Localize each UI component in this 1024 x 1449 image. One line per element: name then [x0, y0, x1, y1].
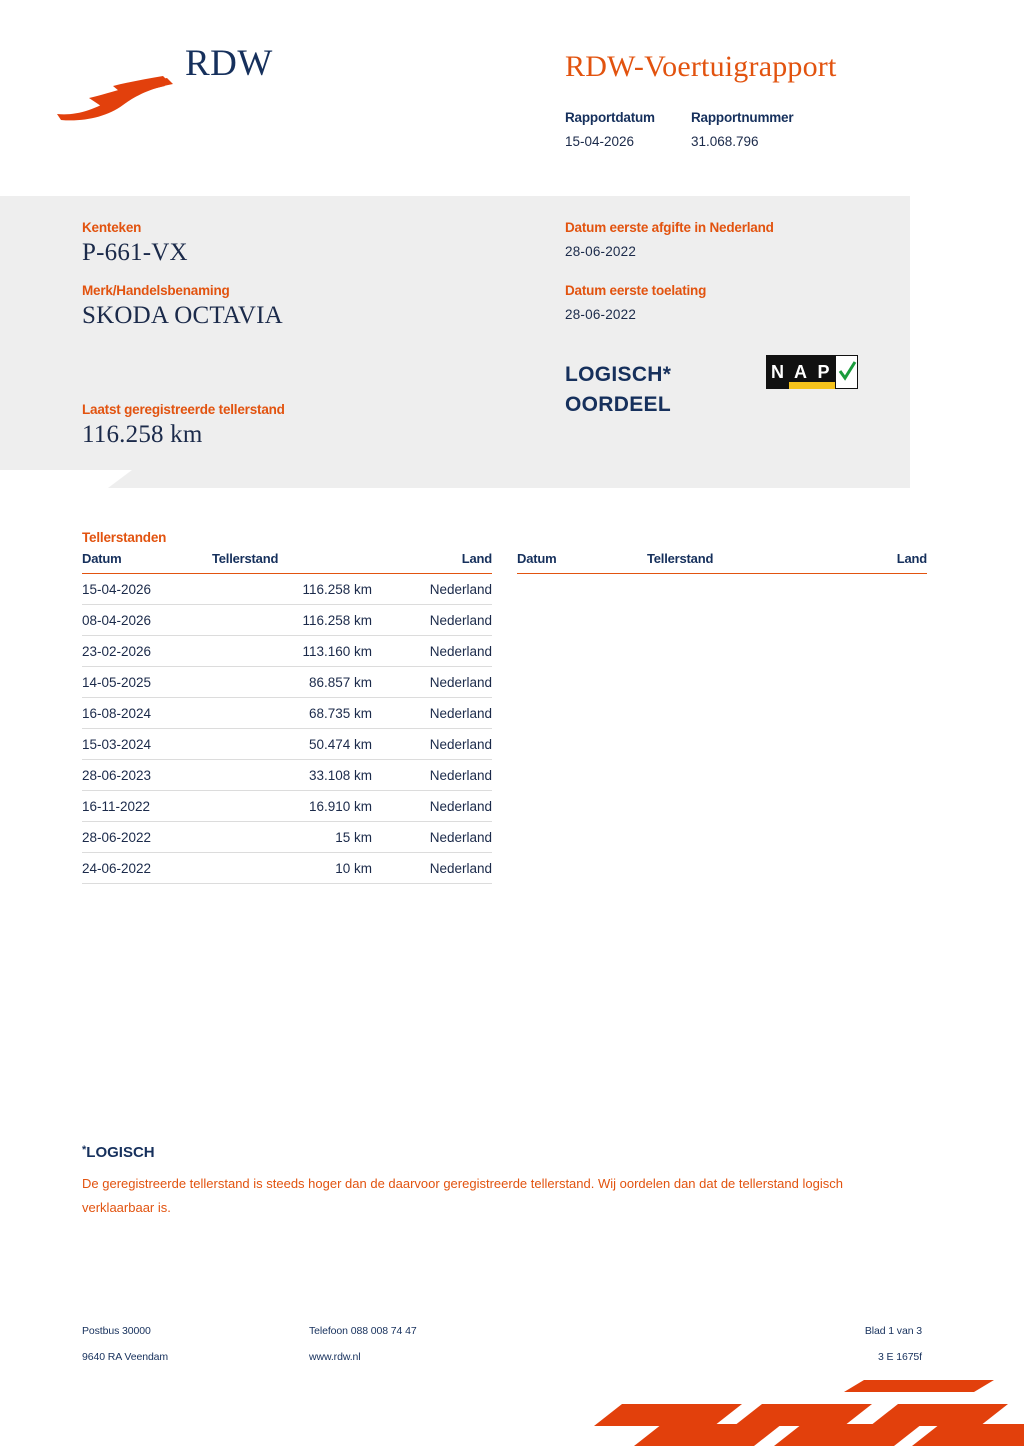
table-row: [82, 822, 492, 853]
cell-country: Nederland: [390, 822, 492, 853]
cell-country: Nederland: [390, 667, 492, 698]
table-row: [82, 853, 492, 884]
footer-phone: Telefoon 088 008 74 47: [309, 1325, 417, 1337]
footer-row-1: [82, 1325, 922, 1351]
cell-date: 24-06-2022: [82, 853, 212, 884]
cell-date: 15-04-2026: [82, 574, 212, 605]
cell-date: 23-02-2026: [82, 636, 212, 667]
cell-odometer: 10 km: [212, 853, 390, 884]
report-date-block: [565, 110, 691, 149]
check-icon: [835, 355, 858, 389]
report-date-value: 15-04-2026: [565, 134, 635, 149]
column-header-country: Land: [390, 551, 492, 574]
cell-country: Nederland: [390, 605, 492, 636]
cell-odometer: 33.108 km: [212, 760, 390, 791]
cell-odometer: 68.735 km: [212, 698, 390, 729]
last-odometer-label: Laatst geregistreerde tellerstand: [82, 402, 285, 417]
document-footer: [82, 1325, 922, 1377]
verdict-line-1: LOGISCH*: [565, 363, 672, 386]
cell-country: Nederland: [390, 791, 492, 822]
make-block: [82, 283, 283, 330]
table-row: [82, 605, 492, 636]
first-issue-block: [565, 220, 774, 259]
table-row: [82, 760, 492, 791]
cell-odometer: 16.910 km: [212, 791, 390, 822]
table-row: [82, 791, 492, 822]
column-header-country: Land: [807, 551, 927, 574]
table-header-row: [82, 551, 492, 574]
rdw-footer-swoosh-icon: [594, 1374, 1024, 1449]
report-meta: [565, 110, 793, 149]
first-admission-value: 28-06-2022: [565, 307, 637, 322]
verdict-line-2: OORDEEL: [565, 393, 671, 417]
rdw-logo-text: RDW: [185, 43, 273, 84]
cell-date: 15-03-2024: [82, 729, 212, 760]
readings-section-title: Tellerstanden: [82, 530, 167, 545]
cell-odometer: 15 km: [212, 822, 390, 853]
cell-country: Nederland: [390, 698, 492, 729]
cell-country: Nederland: [390, 729, 492, 760]
table-row: [82, 574, 492, 605]
make-label: Merk/Handelsbenaming: [82, 283, 230, 298]
footer-address-line-2: 9640 RA Veendam: [82, 1351, 169, 1363]
cell-odometer: 86.857 km: [212, 667, 390, 698]
note-body: De geregistreerde tellerstand is steeds hoger dan de daarvoor geregistreerde tellerstand. Wij oordelen dan dat de tellerstand logisch verklaarbaar is.: [82, 1176, 843, 1216]
first-admission-block: [565, 283, 706, 322]
readings-rows: [82, 574, 492, 884]
footer-address-line-1: Postbus 30000: [82, 1325, 151, 1337]
last-odometer-block: [82, 402, 285, 449]
page-title: RDW-Voertuigrapport: [565, 50, 837, 83]
licence-value: P-661-VX: [82, 239, 188, 266]
nap-letter-a: A: [789, 355, 812, 389]
first-issue-value: 28-06-2022: [565, 244, 637, 259]
footer-page-number: Blad 1 van 3: [864, 1325, 922, 1337]
footer-form-code: 3 E 1675f: [877, 1351, 922, 1363]
first-admission-label: Datum eerste toelating: [565, 283, 707, 298]
cell-date: 28-06-2023: [82, 760, 212, 791]
report-date-label: Rapportdatum: [565, 110, 655, 125]
verdict-text: [565, 360, 671, 421]
cell-date: 28-06-2022: [82, 822, 212, 853]
licence-block: [82, 220, 188, 267]
first-issue-label: Datum eerste afgifte in Nederland: [565, 220, 774, 235]
table-row: [82, 636, 492, 667]
table-row: [82, 667, 492, 698]
report-number-label: Rapportnummer: [691, 110, 794, 125]
cell-date: 14-05-2025: [82, 667, 212, 698]
nap-letter-n: N: [771, 361, 784, 382]
readings-table-right: [517, 551, 927, 574]
cell-date: 16-11-2022: [82, 791, 212, 822]
cell-odometer: 116.258 km: [212, 574, 390, 605]
cell-odometer: 50.474 km: [212, 729, 390, 760]
column-header-date: Datum: [82, 551, 212, 574]
make-value: SKODA OCTAVIA: [82, 302, 283, 329]
report-number-value: 31.068.796: [691, 134, 759, 149]
rdw-logo: [55, 42, 285, 112]
rdw-swoosh-icon: [55, 74, 175, 122]
licence-label: Kenteken: [82, 220, 142, 235]
note-title-text: LOGISCH: [86, 1144, 155, 1161]
table-header-row: [517, 551, 927, 574]
note-title: [82, 1144, 155, 1161]
band-notch-shape: [108, 470, 910, 488]
cell-country: Nederland: [390, 760, 492, 791]
readings-table-left: [82, 551, 492, 884]
column-header-odometer: Tellerstand: [212, 551, 390, 574]
nap-letter-p: P: [812, 355, 835, 389]
cell-date: 08-04-2026: [82, 605, 212, 636]
column-header-date: Datum: [517, 551, 647, 574]
cell-country: Nederland: [390, 853, 492, 884]
table-row: [82, 698, 492, 729]
report-number-block: [691, 110, 793, 149]
footer-website[interactable]: www.rdw.nl: [309, 1351, 361, 1363]
last-odometer-value: 116.258 km: [82, 421, 203, 448]
cell-odometer: 116.258 km: [212, 605, 390, 636]
cell-country: Nederland: [390, 574, 492, 605]
column-header-odometer: Tellerstand: [647, 551, 807, 574]
nap-logo: [766, 355, 858, 389]
cell-odometer: 113.160 km: [212, 636, 390, 667]
note-star: *: [82, 1144, 87, 1156]
table-row: [82, 729, 492, 760]
document-header: [0, 0, 1024, 196]
cell-country: Nederland: [390, 636, 492, 667]
cell-date: 16-08-2024: [82, 698, 212, 729]
